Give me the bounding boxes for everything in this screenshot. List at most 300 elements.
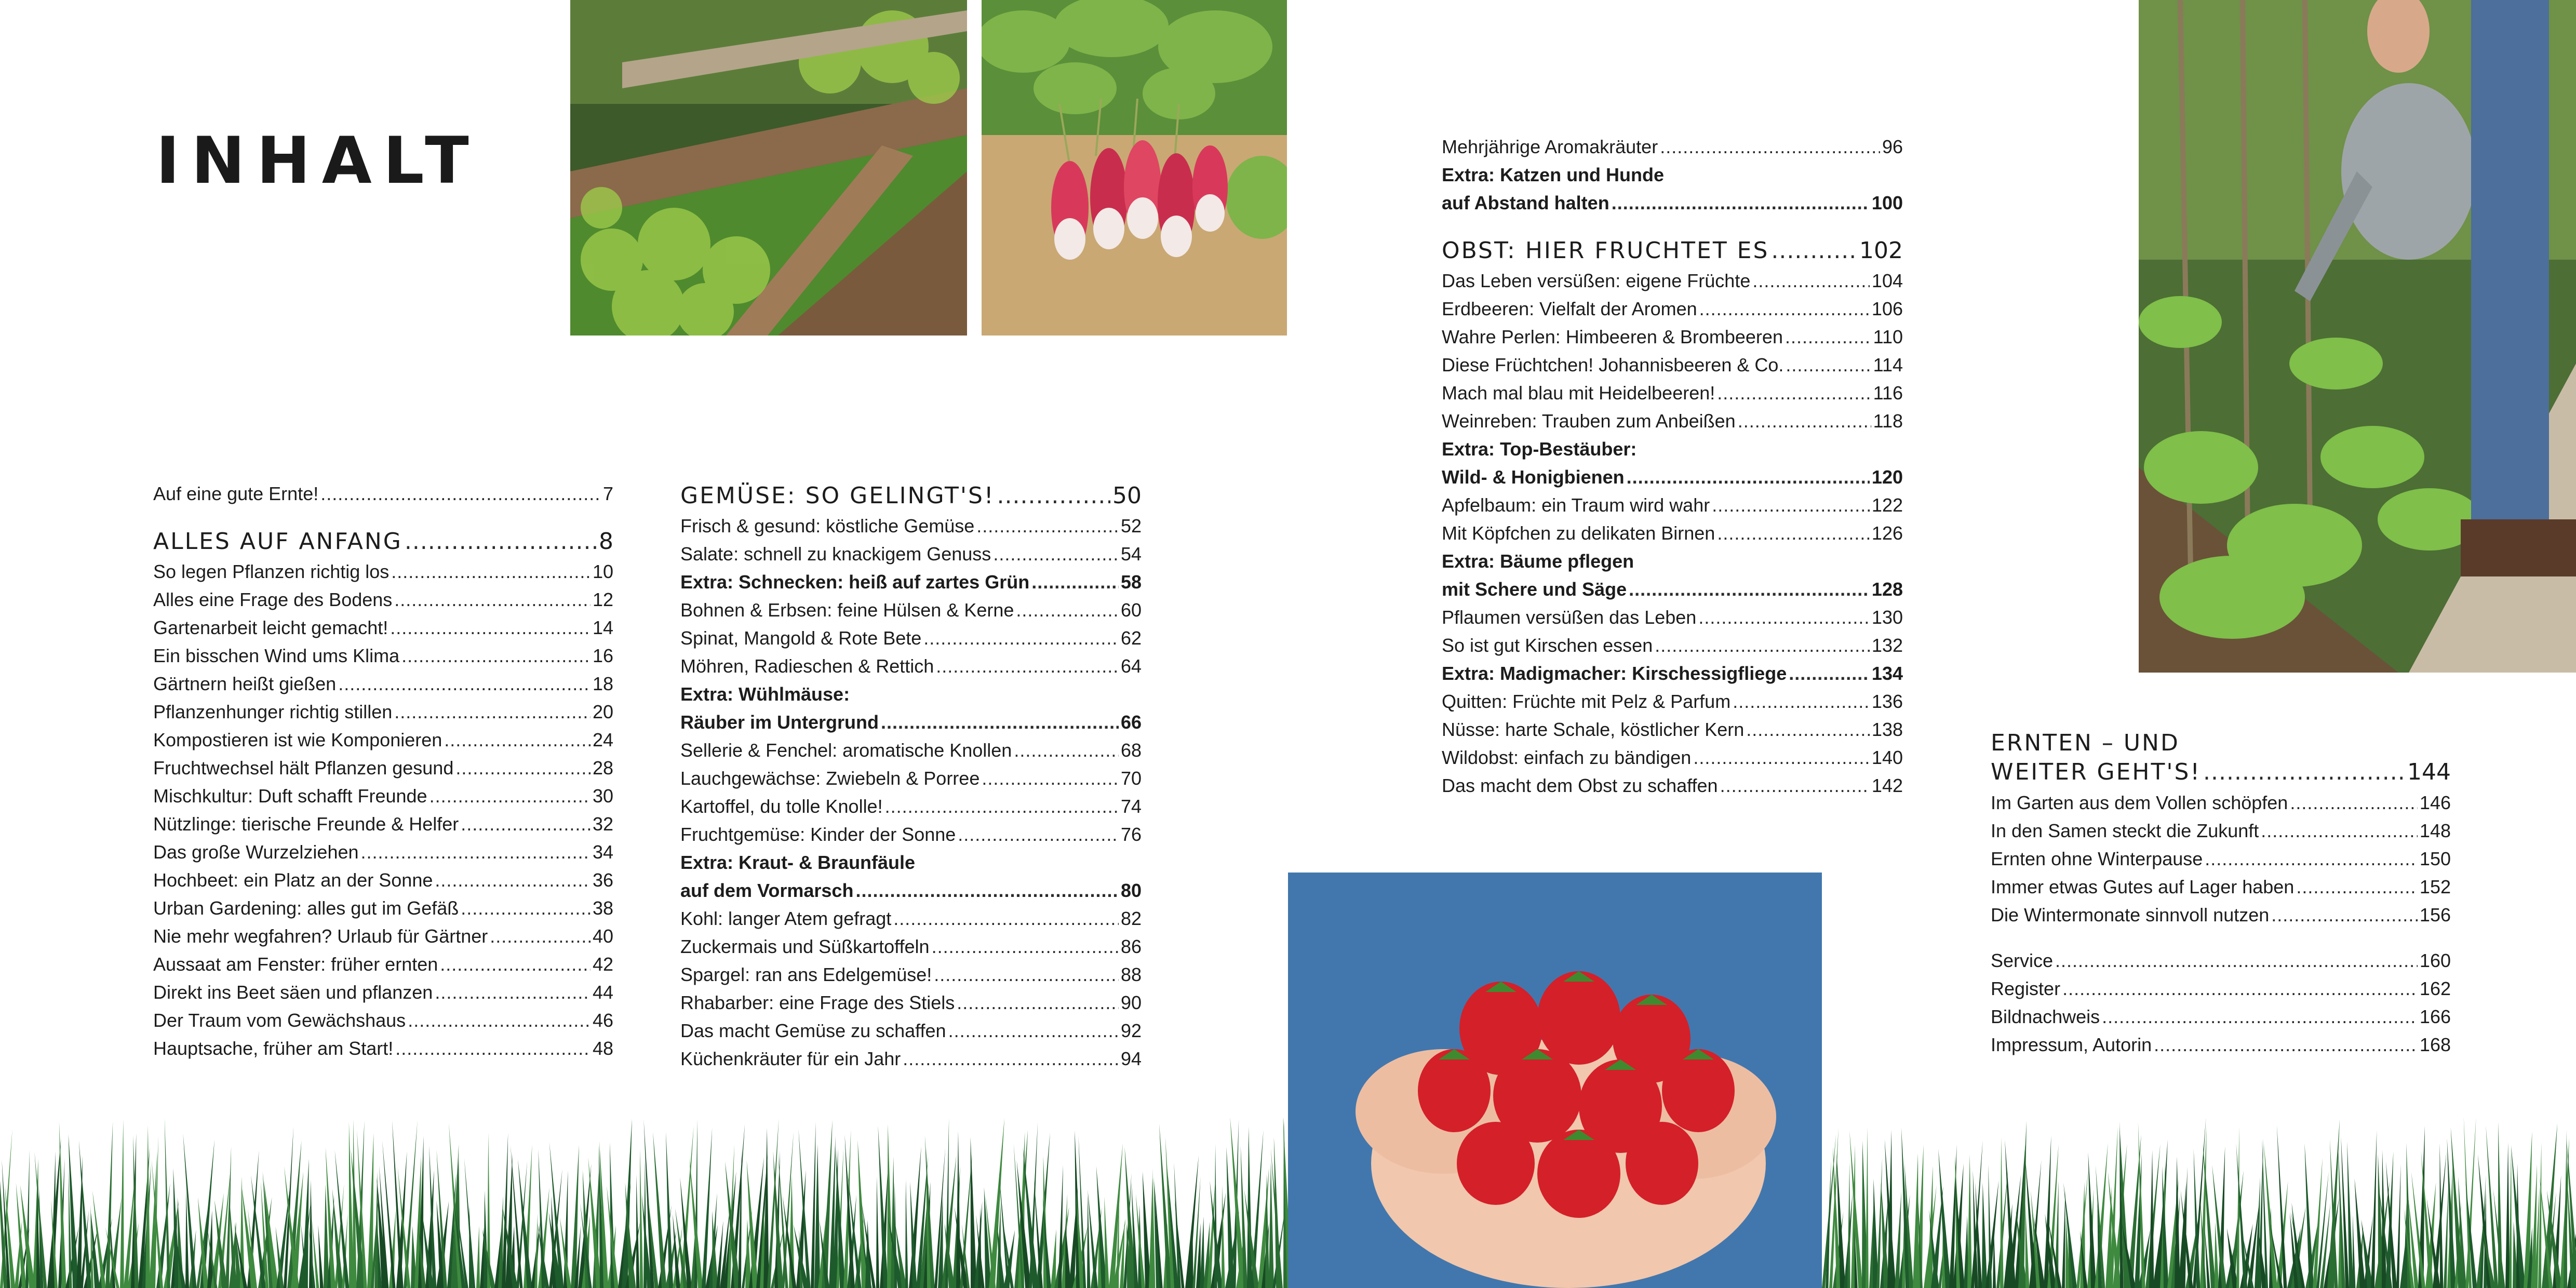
toc-leader-dots bbox=[1789, 660, 1870, 688]
toc-chapter[interactable] bbox=[1442, 235, 1903, 267]
toc-page-number: 146 bbox=[2419, 792, 2451, 813]
toc-entry[interactable] bbox=[153, 866, 613, 894]
grass-blade bbox=[2353, 1215, 2355, 1288]
toc-leader-dots bbox=[1733, 688, 1870, 716]
grass-blade bbox=[640, 1149, 643, 1288]
toc-entry-label: Salate: schnell zu knackigem Genuss bbox=[680, 543, 991, 565]
toc-entry-label: Bildnachweis bbox=[1991, 1006, 2100, 1027]
toc-page-number: 74 bbox=[1120, 796, 1142, 817]
grass-blade bbox=[876, 1176, 879, 1288]
toc-entry-label: Diese Früchtchen! Johannisbeeren & Co. bbox=[1442, 354, 1784, 375]
toc-entry[interactable] bbox=[1442, 351, 1903, 379]
toc-entry[interactable] bbox=[680, 568, 1142, 596]
toc-entry-label: Immer etwas Gutes auf Lager haben bbox=[1991, 876, 2295, 897]
toc-entry-label: Register bbox=[1991, 978, 2061, 999]
toc-leader-dots bbox=[394, 586, 591, 614]
toc-entry-label: Mach mal blau mit Heidelbeeren! bbox=[1442, 382, 1715, 404]
toc-entry[interactable] bbox=[153, 754, 613, 782]
strawberries-photo bbox=[1288, 873, 1822, 1288]
toc-entry[interactable] bbox=[1991, 873, 2451, 901]
grass-blade bbox=[2396, 1164, 2401, 1288]
toc-page-number: 38 bbox=[592, 897, 613, 919]
toc-leader-dots bbox=[2205, 845, 2418, 873]
toc-entry[interactable] bbox=[680, 540, 1142, 568]
toc-page-number: 48 bbox=[592, 1038, 613, 1059]
toc-leader-dots bbox=[957, 989, 1119, 1017]
toc-entry-label: Hauptsache, früher am Start! bbox=[153, 1038, 394, 1059]
toc-leader-dots bbox=[1717, 519, 1870, 547]
toc-entry[interactable] bbox=[153, 726, 613, 754]
toc-entry-label: Wildobst: einfach zu bändigen bbox=[1442, 747, 1692, 768]
grass-blade bbox=[905, 1179, 908, 1288]
toc-entry[interactable] bbox=[1991, 975, 2451, 1003]
toc-entry[interactable] bbox=[1442, 379, 1903, 407]
toc-entry[interactable] bbox=[680, 680, 1142, 708]
toc-entry-label: So ist gut Kirschen essen bbox=[1442, 635, 1653, 656]
toc-page-number: 14 bbox=[592, 617, 613, 638]
toc-entry[interactable] bbox=[1991, 947, 2451, 975]
toc-entry[interactable] bbox=[153, 1035, 613, 1063]
toc-leader-dots bbox=[1629, 575, 1870, 603]
toc-page-number: 160 bbox=[2419, 950, 2451, 971]
chapter-heading-line1: ERNTEN – UND bbox=[1991, 730, 2180, 756]
toc-page-number: 52 bbox=[1120, 515, 1142, 536]
toc-entry[interactable] bbox=[153, 978, 613, 1007]
toc-entry[interactable] bbox=[153, 586, 613, 614]
toc-entry-label: auf dem Vormarsch bbox=[680, 880, 854, 901]
toc-page-number: 162 bbox=[2419, 978, 2451, 999]
toc-leader-dots bbox=[461, 810, 591, 838]
toc-leader-dots bbox=[932, 933, 1119, 961]
toc-entry[interactable] bbox=[1442, 716, 1903, 744]
toc-entry[interactable] bbox=[680, 793, 1142, 821]
toc-leader-dots bbox=[390, 614, 591, 642]
grass-blade bbox=[2236, 1127, 2239, 1288]
toc-entry-label: ALLES AUF ANFANG bbox=[153, 528, 403, 555]
toc-entry-label: Kartoffel, du tolle Knolle! bbox=[680, 796, 883, 817]
toc-page-number: 42 bbox=[592, 954, 613, 975]
toc-page-number: 150 bbox=[2419, 848, 2451, 869]
toc-leader-dots bbox=[1752, 267, 1870, 295]
toc-leader-dots bbox=[444, 726, 591, 754]
grass-blade bbox=[1087, 1194, 1090, 1288]
toc-entry[interactable] bbox=[1442, 772, 1903, 800]
toc-leader-dots bbox=[1785, 323, 1871, 351]
toc-entry-label: Sellerie & Fenchel: aromatische Knollen bbox=[680, 740, 1012, 761]
toc-entry[interactable] bbox=[153, 810, 613, 838]
grass-blade bbox=[2505, 1143, 2510, 1288]
toc-entry[interactable] bbox=[153, 480, 613, 508]
toc-entry[interactable] bbox=[1442, 323, 1903, 351]
grass-blade bbox=[2304, 1143, 2314, 1288]
toc-entry[interactable] bbox=[680, 708, 1142, 736]
toc-entry[interactable] bbox=[1991, 789, 2451, 817]
toc-entry-label: Wild- & Honigbienen bbox=[1442, 466, 1625, 488]
toc-leader-dots bbox=[435, 866, 591, 894]
toc-entry[interactable] bbox=[680, 1045, 1142, 1073]
grass-blade bbox=[1982, 1183, 1988, 1288]
toc-entry[interactable] bbox=[153, 922, 613, 950]
toc-leader-dots bbox=[394, 698, 591, 726]
toc-page-number: 76 bbox=[1120, 824, 1142, 845]
toc-entry[interactable] bbox=[1442, 267, 1903, 295]
toc-entry[interactable] bbox=[680, 736, 1142, 764]
toc-leader-dots bbox=[903, 1045, 1119, 1073]
toc-page-number: 102 bbox=[1859, 237, 1903, 264]
toc-entry[interactable] bbox=[680, 512, 1142, 540]
toc-entry-label: GEMÜSE: SO GELINGT'S! bbox=[680, 482, 995, 509]
toc-entry-label: In den Samen steckt die Zukunft bbox=[1991, 820, 2259, 841]
toc-page-number: 148 bbox=[2419, 820, 2451, 841]
page-title: INHALT bbox=[156, 124, 480, 198]
toc-entry-label: Erdbeeren: Vielfalt der Aromen bbox=[1442, 298, 1697, 319]
toc-entry[interactable] bbox=[153, 838, 613, 866]
toc-entry-label: Ein bisschen Wind ums Klima bbox=[153, 645, 400, 666]
toc-entry-label: auf Abstand halten bbox=[1442, 192, 1609, 213]
toc-leader-dots bbox=[320, 480, 601, 508]
toc-spacer bbox=[1442, 217, 1903, 235]
toc-entry[interactable] bbox=[680, 933, 1142, 961]
toc-entry-label: Weinreben: Trauben zum Anbeißen bbox=[1442, 410, 1736, 432]
toc-leader-dots bbox=[1771, 235, 1857, 267]
grass-blade bbox=[984, 1187, 991, 1288]
toc-entry[interactable] bbox=[153, 614, 613, 642]
toc-chapter-label: WEITER GEHT'S! bbox=[1991, 759, 2202, 785]
toc-entry[interactable] bbox=[1442, 161, 1903, 189]
toc-page-number: 40 bbox=[592, 925, 613, 947]
toc-entry[interactable] bbox=[680, 624, 1142, 652]
toc-entry[interactable] bbox=[1442, 133, 1903, 161]
toc-entry-label: Nüsse: harte Schale, köstlicher Kern bbox=[1442, 719, 1745, 740]
toc-entry-label: Aussaat am Fenster: früher ernten bbox=[153, 954, 438, 975]
toc-page-number: 116 bbox=[1873, 382, 1903, 404]
toc-entry[interactable] bbox=[153, 1007, 613, 1035]
toc-entry[interactable] bbox=[1442, 688, 1903, 716]
grass-blade bbox=[2347, 1142, 2353, 1288]
toc-leader-dots bbox=[936, 652, 1119, 680]
toc-entry-label: Extra: Bäume pflegen bbox=[1442, 551, 1634, 572]
toc-page-number: 110 bbox=[1873, 326, 1903, 347]
toc-entry[interactable] bbox=[1991, 845, 2451, 873]
toc-entry-label: OBST: HIER FRUCHTET ES bbox=[1442, 237, 1769, 264]
toc-entry-label: Direkt ins Beet säen und pflanzen bbox=[153, 982, 433, 1003]
grass-blade bbox=[666, 1132, 673, 1288]
toc-leader-dots bbox=[1720, 772, 1870, 800]
toc-entry[interactable] bbox=[680, 764, 1142, 793]
toc-entry-label: Möhren, Radieschen & Rettich bbox=[680, 655, 934, 677]
toc-leader-dots bbox=[923, 624, 1119, 652]
toc-entry[interactable] bbox=[680, 877, 1142, 905]
toc-entry[interactable] bbox=[1442, 744, 1903, 772]
toc-leader-dots bbox=[2271, 901, 2418, 929]
toc-page-number: 44 bbox=[592, 982, 613, 1003]
toc-entry[interactable] bbox=[1442, 491, 1903, 519]
grass-blade bbox=[165, 1118, 170, 1288]
toc-entry-label: Pflanzenhunger richtig stillen bbox=[153, 701, 393, 722]
toc-entry-label: Urban Gardening: alles gut im Gefäß bbox=[153, 897, 459, 919]
toc-entry[interactable] bbox=[1442, 547, 1903, 575]
toc-page-number: 20 bbox=[592, 701, 613, 722]
toc-page-number: 136 bbox=[1871, 691, 1903, 712]
toc-leader-dots bbox=[881, 708, 1119, 736]
toc-leader-dots bbox=[993, 540, 1119, 568]
toc-entry-label: Ernten ohne Winterpause bbox=[1991, 848, 2203, 869]
grass-blade bbox=[956, 1131, 961, 1288]
toc-leader-dots bbox=[408, 1007, 591, 1035]
grass-blade bbox=[1985, 1180, 1999, 1288]
grass-blade bbox=[2062, 1190, 2065, 1288]
toc-entry[interactable] bbox=[1991, 901, 2451, 929]
toc-page-number: 88 bbox=[1120, 964, 1142, 985]
grass-blade bbox=[318, 1225, 324, 1288]
toc-entry[interactable] bbox=[153, 642, 613, 670]
toc-entry-label: Mischkultur: Duft schafft Freunde bbox=[153, 785, 427, 807]
toc-page-number: 122 bbox=[1871, 494, 1903, 516]
toc-leader-dots bbox=[1612, 189, 1870, 217]
toc-leader-dots bbox=[1016, 596, 1119, 624]
toc-entry[interactable] bbox=[153, 558, 613, 586]
toc-entry[interactable] bbox=[680, 821, 1142, 849]
toc-leader-dots bbox=[1627, 463, 1870, 491]
grass-blade bbox=[2564, 1130, 2567, 1288]
toc-entry-label: Das große Wurzelziehen bbox=[153, 841, 359, 863]
toc-leader-dots bbox=[2102, 1003, 2418, 1031]
toc-leader-dots bbox=[1738, 407, 1871, 435]
toc-entry[interactable] bbox=[680, 905, 1142, 933]
toc-leader-dots bbox=[1693, 744, 1870, 772]
toc-entry-label: Pflaumen versüßen das Leben bbox=[1442, 607, 1697, 628]
grass-blade bbox=[1967, 1155, 1972, 1288]
toc-entry-label: Service bbox=[1991, 950, 2054, 971]
toc-entry[interactable] bbox=[680, 849, 1142, 877]
toc-entry-label: Frisch & gesund: köstliche Gemüse bbox=[680, 515, 975, 536]
radishes-photo bbox=[982, 0, 1287, 336]
toc-entry[interactable] bbox=[1991, 1003, 2451, 1031]
toc-page-number: 80 bbox=[1120, 880, 1142, 901]
toc-page-number: 132 bbox=[1871, 635, 1903, 656]
toc-entry-label: Extra: Madigmacher: Kirschessigfliege bbox=[1442, 663, 1787, 684]
toc-entry-label: Die Wintermonate sinnvoll nutzen bbox=[1991, 904, 2270, 925]
toc-entry-label: Kohl: langer Atem gefragt bbox=[680, 908, 892, 929]
toc-entry[interactable] bbox=[680, 1017, 1142, 1045]
toc-page-number: 168 bbox=[2419, 1034, 2451, 1055]
toc-entry-label: Küchenkräuter für ein Jahr bbox=[680, 1048, 901, 1069]
toc-leader-dots bbox=[440, 950, 591, 978]
toc-entry[interactable] bbox=[1442, 295, 1903, 323]
toc-page-number: 36 bbox=[592, 869, 613, 891]
toc-page-number: 134 bbox=[1871, 663, 1903, 684]
toc-leader-dots bbox=[435, 978, 591, 1007]
toc-entry[interactable] bbox=[1991, 1031, 2451, 1059]
toc-entry-label: Bohnen & Erbsen: feine Hülsen & Kerne bbox=[680, 599, 1014, 621]
grass-blade bbox=[1051, 1229, 1056, 1288]
toc-entry-label: Mehrjährige Aromakräuter bbox=[1442, 136, 1658, 157]
toc-entry-label: Spargel: ran ans Edelgemüse! bbox=[680, 964, 932, 985]
toc-entry-label: Räuber im Untergrund bbox=[680, 712, 879, 733]
toc-entry-label: Nie mehr wegfahren? Urlaub für Gärtner bbox=[153, 925, 488, 947]
toc-leader-dots bbox=[490, 922, 591, 950]
toc-page-number: 68 bbox=[1120, 740, 1142, 761]
toc-entry-label: Extra: Wühlmäuse: bbox=[680, 683, 850, 705]
toc-entry[interactable] bbox=[1442, 519, 1903, 547]
toc-entry-label: Das macht Gemüse zu schaffen bbox=[680, 1020, 946, 1041]
toc-entry-label: Auf eine gute Ernte! bbox=[153, 483, 319, 504]
toc-entry[interactable] bbox=[680, 961, 1142, 989]
toc-entry[interactable] bbox=[680, 652, 1142, 680]
toc-entry[interactable] bbox=[1442, 435, 1903, 463]
toc-page-number: 140 bbox=[1871, 747, 1903, 768]
toc-page-number: 156 bbox=[2419, 904, 2451, 925]
toc-entry[interactable] bbox=[153, 950, 613, 978]
toc-page-number: 66 bbox=[1120, 712, 1142, 733]
toc-leader-dots bbox=[1699, 295, 1870, 323]
toc-leader-dots bbox=[855, 877, 1119, 905]
toc-leader-dots bbox=[948, 1017, 1119, 1045]
toc-leader-dots bbox=[361, 838, 591, 866]
toc-chapter[interactable] bbox=[1991, 758, 2451, 789]
toc-page-number: 104 bbox=[1871, 270, 1903, 291]
toc-column-1 bbox=[153, 480, 613, 1063]
toc-entry-label: Spinat, Mangold & Rote Bete bbox=[680, 627, 922, 649]
toc-page-number: 18 bbox=[592, 673, 613, 694]
toc-entry-label: Das Leben versüßen: eigene Früchte bbox=[1442, 270, 1751, 291]
toc-page-number: 96 bbox=[1882, 136, 1903, 157]
toc-entry-label: Wahre Perlen: Himbeeren & Brombeeren bbox=[1442, 326, 1783, 347]
toc-leader-dots bbox=[976, 512, 1119, 540]
toc-leader-dots bbox=[1746, 716, 1870, 744]
toc-entry-label: Fruchtwechsel hält Pflanzen gesund bbox=[153, 757, 454, 779]
grass-blade bbox=[1247, 1127, 1252, 1288]
toc-chapter[interactable] bbox=[680, 480, 1142, 512]
grass-blade bbox=[2355, 1178, 2366, 1288]
toc-page-number: 32 bbox=[592, 813, 613, 835]
toc-entry-label: So legen Pflanzen richtig los bbox=[153, 561, 390, 582]
toc-page-number: 152 bbox=[2419, 876, 2451, 897]
toc-entry-label: Rhabarber: eine Frage des Stiels bbox=[680, 992, 955, 1013]
toc-column-4 bbox=[1991, 729, 2451, 1059]
toc-leader-dots bbox=[2203, 758, 2405, 787]
toc-leader-dots bbox=[455, 754, 591, 782]
toc-leader-dots bbox=[982, 764, 1119, 793]
toc-entry[interactable] bbox=[1991, 817, 2451, 845]
toc-entry[interactable] bbox=[153, 670, 613, 698]
toc-leader-dots bbox=[934, 961, 1119, 989]
toc-leader-dots bbox=[1655, 632, 1870, 660]
grass-blade bbox=[367, 1133, 373, 1288]
toc-entry[interactable] bbox=[153, 894, 613, 922]
toc-page-number: 144 bbox=[2407, 759, 2451, 785]
toc-page-number: 16 bbox=[592, 645, 613, 666]
toc-leader-dots bbox=[1014, 736, 1119, 764]
toc-leader-dots bbox=[338, 670, 591, 698]
toc-entry-label: Hochbeet: ein Platz an der Sonne bbox=[153, 869, 433, 891]
toc-entry[interactable] bbox=[1442, 575, 1903, 603]
toc-column-3 bbox=[1442, 133, 1903, 800]
toc-page-number: 94 bbox=[1120, 1048, 1142, 1069]
toc-entry[interactable] bbox=[1442, 463, 1903, 491]
toc-page-number: 142 bbox=[1871, 775, 1903, 796]
toc-leader-dots bbox=[1786, 351, 1871, 379]
toc-page-number: 28 bbox=[592, 757, 613, 779]
toc-page-number: 118 bbox=[1873, 410, 1903, 432]
toc-leader-dots bbox=[2296, 873, 2418, 901]
toc-page-number: 24 bbox=[592, 729, 613, 750]
toc-leader-dots bbox=[2055, 947, 2418, 975]
toc-page-number: 86 bbox=[1120, 936, 1142, 957]
toc-leader-dots bbox=[461, 894, 591, 922]
toc-entry[interactable] bbox=[153, 782, 613, 810]
toc-page-number: 62 bbox=[1120, 627, 1142, 649]
grass-blade bbox=[1866, 1127, 1869, 1288]
toc-page-number: 138 bbox=[1871, 719, 1903, 740]
toc-entry-label: Apfelbaum: ein Traum wird wahr bbox=[1442, 494, 1710, 516]
toc-entry[interactable] bbox=[1442, 407, 1903, 435]
toc-leader-dots bbox=[958, 821, 1119, 849]
toc-entry-label: Nützlinge: tierische Freunde & Helfer bbox=[153, 813, 459, 835]
toc-chapter[interactable] bbox=[153, 526, 613, 558]
toc-entry[interactable] bbox=[1442, 189, 1903, 217]
toc-entry[interactable] bbox=[680, 989, 1142, 1017]
toc-page-number: 106 bbox=[1871, 298, 1903, 319]
toc-leader-dots bbox=[1717, 379, 1871, 407]
raised-beds-photo bbox=[570, 0, 967, 336]
grass-border-right bbox=[1822, 1117, 2576, 1288]
toc-page-number: 130 bbox=[1871, 607, 1903, 628]
toc-leader-dots bbox=[997, 480, 1110, 512]
toc-page-number: 92 bbox=[1120, 1020, 1142, 1041]
toc-entry-label: Extra: Kraut- & Braunfäule bbox=[680, 852, 916, 873]
toc-page-number: 166 bbox=[2419, 1006, 2451, 1027]
toc-page-number: 120 bbox=[1871, 466, 1903, 488]
toc-leader-dots bbox=[2290, 789, 2418, 817]
toc-page-number: 100 bbox=[1871, 192, 1903, 213]
toc-page-number: 82 bbox=[1120, 908, 1142, 929]
toc-page-number: 58 bbox=[1120, 571, 1142, 593]
toc-page-number: 114 bbox=[1873, 354, 1903, 375]
toc-page-number: 50 bbox=[1112, 482, 1142, 509]
toc-leader-dots bbox=[430, 782, 591, 810]
toc-leader-dots bbox=[893, 905, 1119, 933]
toc-page-number: 64 bbox=[1120, 655, 1142, 677]
toc-leader-dots bbox=[405, 526, 597, 558]
grass-blade bbox=[120, 1119, 124, 1288]
toc-entry-label: Lauchgewächse: Zwiebeln & Porree bbox=[680, 768, 980, 789]
toc-page-number: 46 bbox=[592, 1010, 613, 1031]
toc-entry-label: Quitten: Früchte mit Pelz & Parfum bbox=[1442, 691, 1731, 712]
toc-entry[interactable] bbox=[1442, 660, 1903, 688]
toc-page-number: 12 bbox=[592, 589, 613, 610]
toc-entry-label: Der Traum vom Gewächshaus bbox=[153, 1010, 406, 1031]
toc-entry[interactable] bbox=[153, 698, 613, 726]
toc-entry-label: mit Schere und Säge bbox=[1442, 579, 1627, 600]
toc-entry-label: Extra: Katzen und Hunde bbox=[1442, 164, 1665, 185]
toc-entry[interactable] bbox=[1442, 603, 1903, 632]
grass-blade bbox=[1876, 1158, 1882, 1288]
grass-border-left bbox=[0, 1117, 1288, 1288]
toc-entry-label: Impressum, Autorin bbox=[1991, 1034, 2152, 1055]
grass-blade bbox=[2371, 1130, 2377, 1288]
toc-column-2 bbox=[680, 480, 1142, 1073]
grass-blade bbox=[2000, 1137, 2004, 1288]
grass-blade bbox=[2509, 1144, 2512, 1288]
toc-leader-dots bbox=[1031, 568, 1119, 596]
toc-entry[interactable] bbox=[1442, 632, 1903, 660]
watering-can-photo bbox=[2139, 0, 2576, 673]
toc-spacer bbox=[1991, 929, 2451, 947]
toc-leader-dots bbox=[2261, 817, 2418, 845]
grass-blade bbox=[1847, 1162, 1850, 1288]
toc-entry[interactable] bbox=[680, 596, 1142, 624]
